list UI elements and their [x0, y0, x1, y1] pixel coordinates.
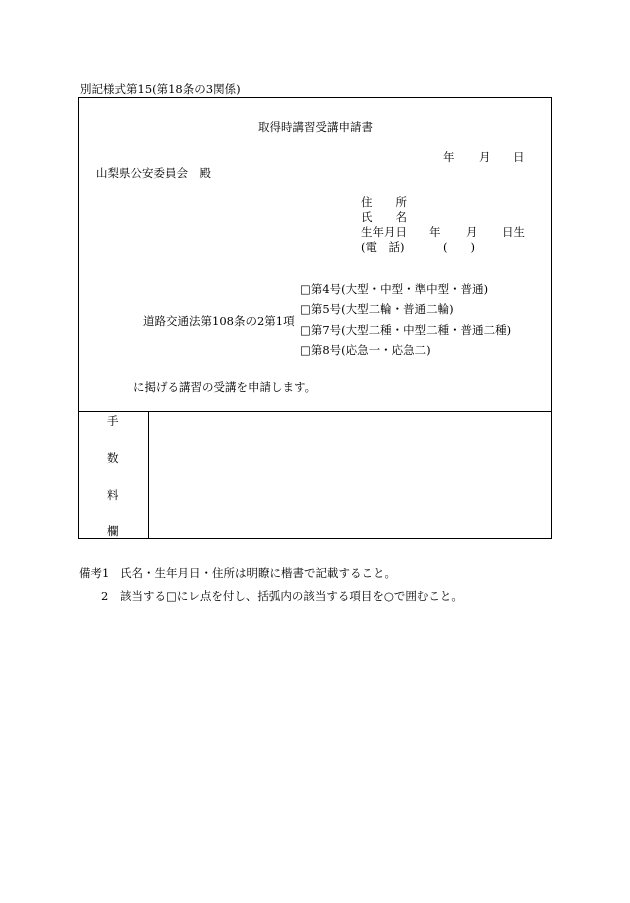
note-text: 氏名・生年月日・住所は明瞭に楷書で記載すること。: [120, 566, 396, 580]
form-title: 取得時講習受講申請書: [258, 120, 373, 134]
fee-label-char: 欄: [107, 524, 119, 538]
dob-month: 月: [466, 225, 478, 239]
fee-column-divider: [148, 411, 149, 539]
option-item: □第5号(大型二輪・普通二輪): [300, 302, 454, 316]
addressee: 山梨県公安委員会 殿: [96, 166, 211, 180]
note-number: 備考1: [79, 566, 110, 580]
fee-label-char: 数: [107, 451, 119, 465]
date-day: 日: [513, 150, 525, 164]
option-item: □第7号(大型二種・中型二種・普通二種): [300, 323, 512, 337]
note-number: 2: [101, 589, 109, 603]
option-item: □第4号(大型・中型・準中型・普通): [300, 282, 489, 296]
phone-label: (電 話): [361, 240, 405, 254]
law-reference: 道路交通法第108条の2第1項: [143, 314, 295, 328]
phone-paren: ( ): [443, 240, 475, 254]
fee-divider: [78, 411, 552, 412]
fee-label-char: 料: [107, 488, 119, 502]
note-text: 該当する□にレ点を付し、括弧内の該当する項目を○で囲むこと。: [120, 589, 463, 603]
dob-year: 年: [429, 225, 441, 239]
option-item: □第8号(応急一・応急二): [300, 343, 431, 357]
address-label: 住 所: [361, 195, 407, 209]
dob-day: 日生: [502, 225, 525, 239]
fee-label-char: 手: [107, 414, 119, 428]
dob-label: 生年月日: [361, 225, 407, 239]
form-header: 別記様式第15(第18条の3関係): [80, 82, 241, 96]
name-label: 氏 名: [361, 210, 407, 224]
date-year: 年: [443, 150, 455, 164]
date-month: 月: [479, 150, 491, 164]
request-text: に掲げる講習の受講を申請します。: [133, 380, 317, 394]
